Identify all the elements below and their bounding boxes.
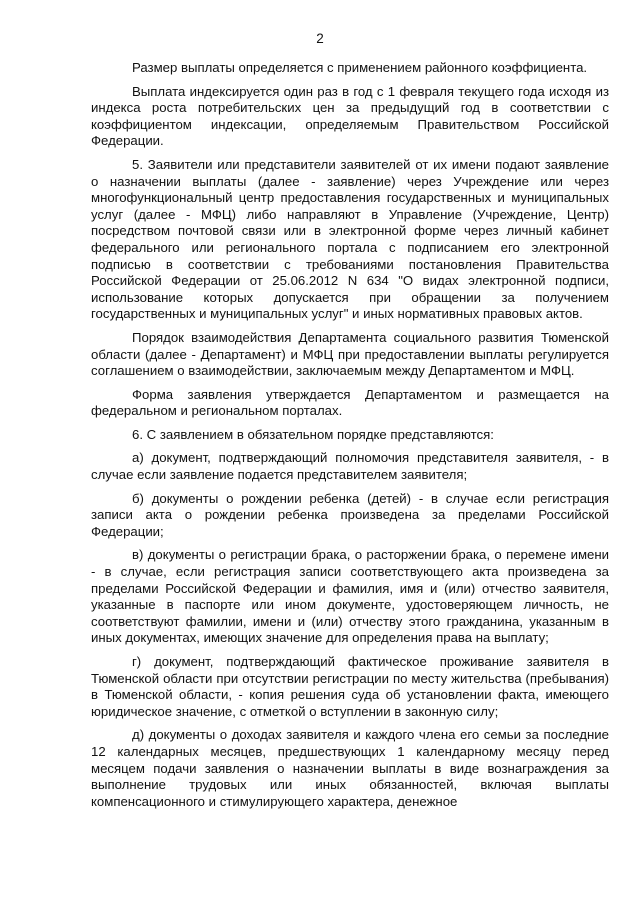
paragraph-item-6v: в) документы о регистрации брака, о расторжении брака, о перемене имени - в случае, если регистрация записи соответствующего акта произведена за пределами Российской Федерации и фамилия, имя и (или) отчество заявителя, указанные в паспорте или ином документе, удостоверяющем личность, не соответствуют фамилии, имени и (или) отчеству этого гражданина, указанным в иных документах, имеющих значение для определения права на выплату; xyxy=(91,547,609,646)
paragraph-application-form: Форма заявления утверждается Департаментом и размещается на федеральном и региональном порталах. xyxy=(91,386,609,419)
paragraph-item-6-heading: 6. С заявлением в обязательном порядке представляются: xyxy=(132,426,494,442)
paragraph-item-5-application: 5. Заявители или представители заявителей от их имени подают заявление о назначении выплаты (далее - заявление) через Учреждение или через многофункциональный центр предоставления государственных и муниципальных услуг (далее - МФЦ) либо направляют в Управление (Учреждение, Центр) посредством почтовой связи или в электронной форме через личный кабинет федерального или регионального портала с подписанием его электронной подписью в соответствии с требованиями постановления Правительства Российской Федерации от 25.06.2012 N 634 "О видах электронной подписи, использование которых допускается при обращении за получением государственных и муниципальных услуг" и иных нормативных правовых актов. xyxy=(91,156,609,322)
paragraph-item-6b: б) документы о рождении ребенка (детей) - в случае если регистрация записи акта о рождении ребенка произведена за пределами Российской Федерации; xyxy=(91,490,609,539)
page-number: 2 xyxy=(316,31,324,46)
paragraph-indexation: Выплата индексируется один раз в год с 1 февраля текущего года исходя из индекса роста потребительских цен за предыдущий год в соответствии с коэффициентом индексации, определяемым Правительством Российской Федерации. xyxy=(91,83,609,149)
paragraph-regional-coefficient: Размер выплаты определяется с применением районного коэффициента. xyxy=(132,60,588,75)
document-body xyxy=(91,60,609,817)
paragraph-item-6g: г) документ, подтверждающий фактическое проживание заявителя в Тюменской области при отсутствии регистрации по месту жительства (пребывания) в Тюменской области, - копия решения суда об установлении факта, имеющего юридическое значение, с отметкой о вступлении в законную силу; xyxy=(91,654,609,719)
paragraph-item-6d: д) документы о доходах заявителя и каждого члена его семьи за последние 12 календарных месяцев, предшествующих 1 календарному месяцу перед месяцем подачи заявления о назначении выплаты в виде вознаграждения за выполнение трудовых или иных обязанностей, включая выплаты компенсационного и стимулирующего характера, денежное xyxy=(91,727,609,809)
paragraph-item-6a: а) документ, подтверждающий полномочия представителя заявителя, - в случае если заявление подается представителем заявителя; xyxy=(91,450,609,483)
paragraph-interaction-procedure: Порядок взаимодействия Департамента социального развития Тюменской области (далее - Департамент) и МФЦ при предоставлении выплаты регулируется соглашением о взаимодействии, заключаемым между Департаментом и МФЦ. xyxy=(91,329,609,379)
